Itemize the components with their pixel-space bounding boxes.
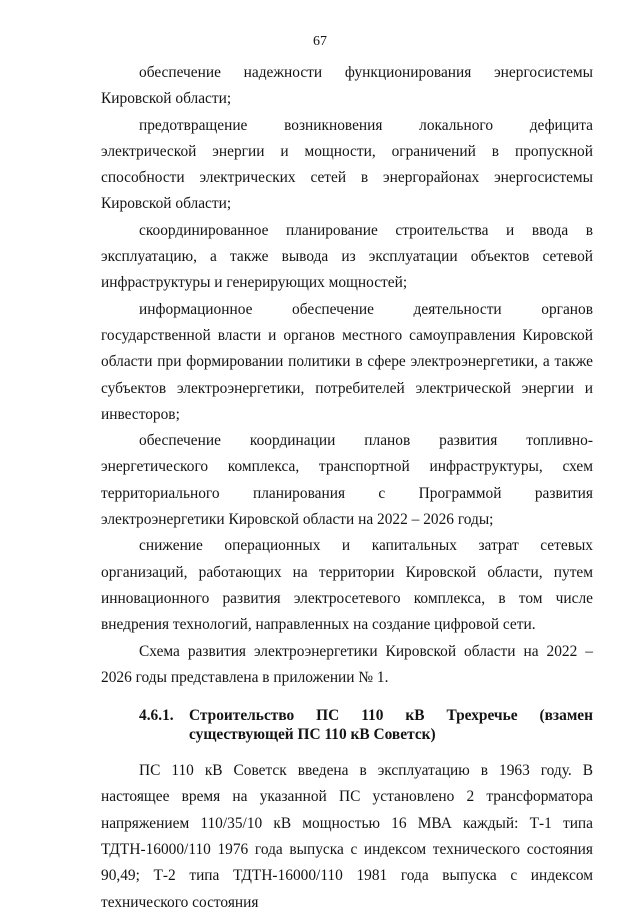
paragraph-reliability: обеспечение надежности функционирования энергосистемы Кировской области; xyxy=(101,64,593,108)
section-heading xyxy=(101,706,593,744)
paragraph-plan-coordination: обеспечение координации планов развития топливно-энергетического комплекса, транспортной инфраструктуры, схем территориального планирования с Программой развития электроэнергетики Кировской области на 2022 – 2026 годы; xyxy=(101,432,593,529)
page-number: 67 xyxy=(313,34,327,49)
paragraph-substation-description: ПС 110 кВ Советск введена в эксплуатацию в 1963 году. В настоящее время на указанной ПС установлено 2 трансформатора напряжением 110/35/10 кВ мощностью 16 МВА каждый: Т-1 типа ТДТН-16000/110 1976 года выпуска с индексом технического состояния 90,49; Т-2 типа ТДТН-16000/110 1981 года выпуска с индексом технического состояния xyxy=(101,762,593,911)
paragraph-deficit-prevention: предотвращение возникновения локального дефицита электрической энергии и мощности, ограничений в пропускной способности электрических сетей в энергорайонах энергосистемы Кировской области; xyxy=(101,116,593,213)
body-text xyxy=(101,60,593,916)
paragraph-coordinated-planning: скоординированное планирование строительства и ввода в эксплуатацию, а также вывода из эксплуатации объектов сетевой инфраструктуры и генерирующих мощностей; xyxy=(101,221,593,292)
paragraph-scheme-reference: Схема развития электроэнергетики Кировской области на 2022 – 2026 годы представлена в приложении № 1. xyxy=(101,642,593,686)
paragraph-information-support: информационное обеспечение деятельности органов государственной власти и органов местного самоуправления Кировской области при формировании политики в сфере электроэнергетики, а также субъектов электроэнергетики, потребителей электрической энергии и инвесторов; xyxy=(101,300,593,423)
section-title: Строительство ПС 110 кВ Трехречье (взамен существующей ПС 110 кВ Советск) xyxy=(189,707,593,744)
paragraph-cost-reduction: снижение операционных и капитальных затрат сетевых организаций, работающих на территории Кировской области, путем инновационного развития электросетевого комплекса, в том числе внедрения технологий, направленных на создание цифровой сети. xyxy=(101,537,593,634)
section-number: 4.6.1. xyxy=(139,707,174,725)
